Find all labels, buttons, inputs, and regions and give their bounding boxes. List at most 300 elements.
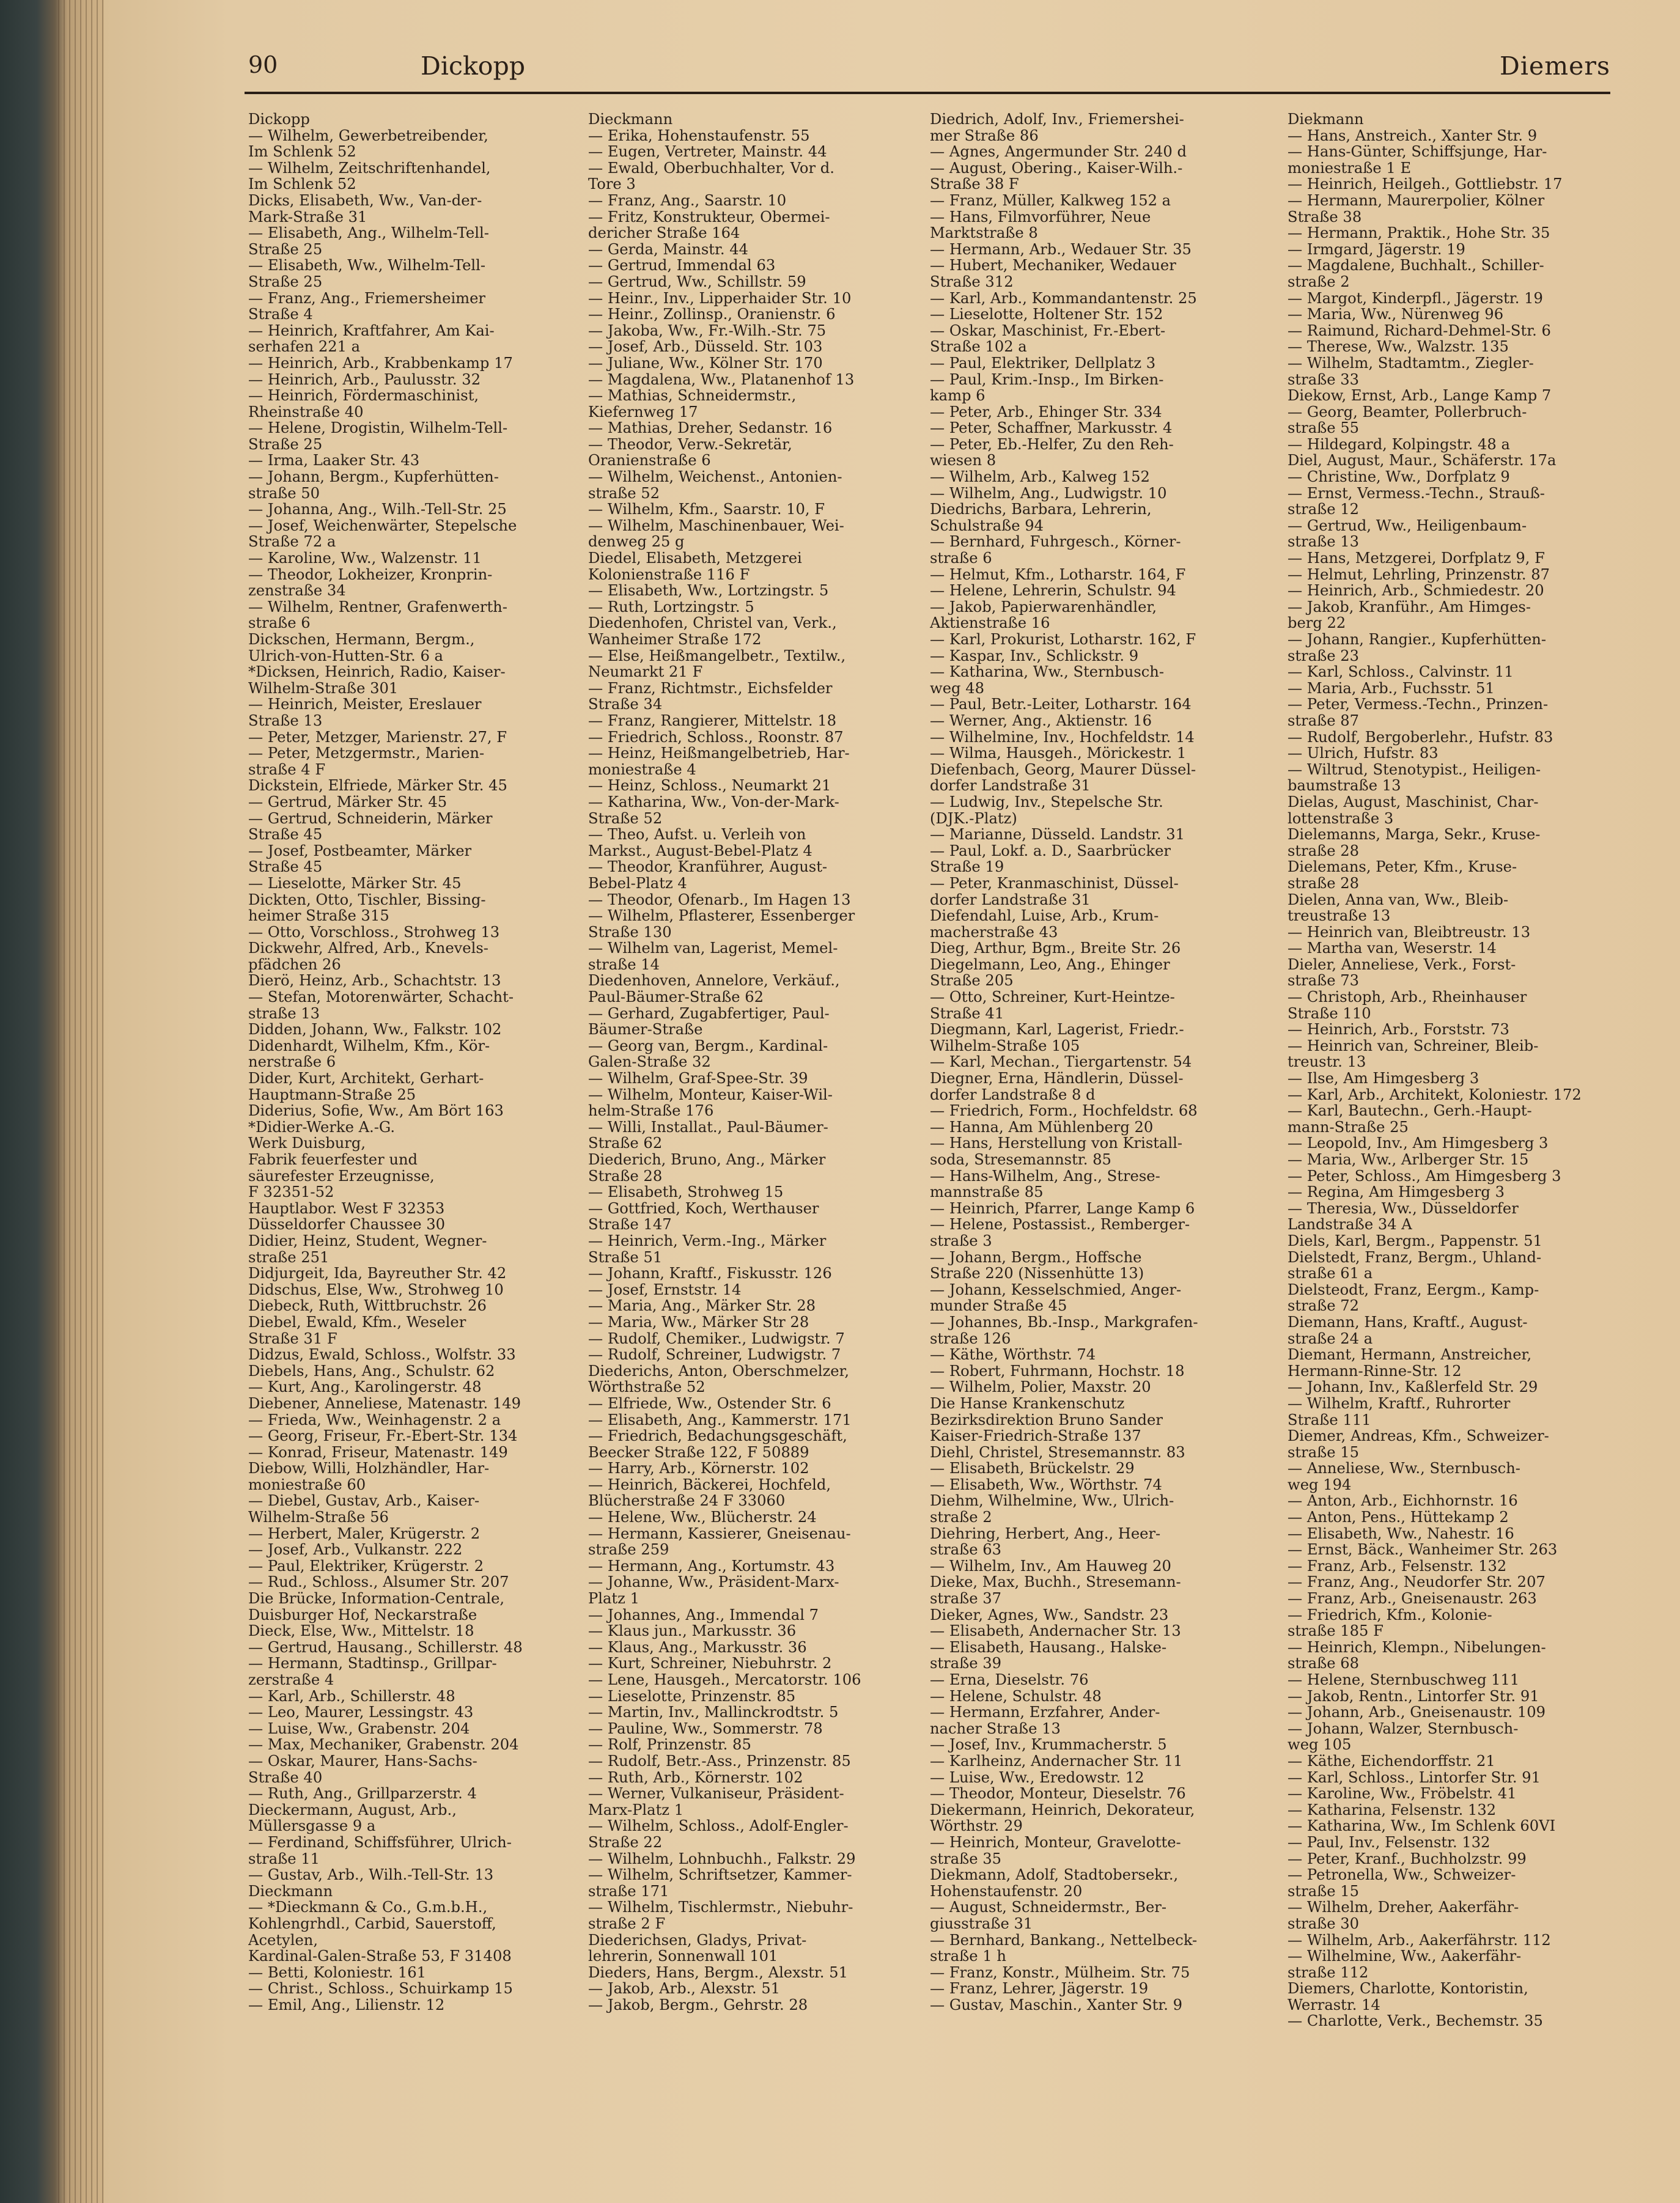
directory-line: Rheinstraße 40 <box>248 403 364 421</box>
directory-line: Dieg, Arthur, Bgm., Breite Str. 26 <box>930 940 1181 957</box>
directory-line: — Franz, Lehrer, Jägerstr. 19 <box>930 1980 1149 1998</box>
directory-line: — Franz, Arb., Gneisenaustr. 263 <box>1288 1590 1537 1608</box>
directory-line: Diebener, Anneliese, Matenastr. 149 <box>248 1394 521 1412</box>
directory-line: — Georg van, Bergm., Kardinal- <box>588 1037 828 1054</box>
directory-line: — Elisabeth, Brückelstr. 29 <box>930 1460 1135 1477</box>
directory-line: — Paul, Elektriker, Dellplatz 3 <box>930 354 1156 372</box>
directory-line: Im Schlenk 52 <box>248 175 356 193</box>
directory-line: — Karl, Prokurist, Lotharstr. 162, F <box>930 631 1196 648</box>
directory-line: — Josef, Inv., Krummacherstr. 5 <box>930 1736 1167 1754</box>
directory-line: munder Straße 45 <box>930 1297 1067 1315</box>
directory-line: — Karlheinz, Andernacher Str. 11 <box>930 1752 1183 1770</box>
directory-line: — Johanne, Ww., Präsident-Marx- <box>588 1573 839 1591</box>
directory-line: — Otto, Vorschloss., Strohweg 13 <box>248 923 500 941</box>
directory-line: Dickopp <box>248 111 310 128</box>
directory-line: macherstraße 43 <box>930 923 1058 941</box>
directory-line: — Elisabeth, Ang., Kammerstr. 171 <box>588 1411 852 1429</box>
directory-line: Platz 1 <box>588 1590 639 1608</box>
directory-line: Diehring, Herbert, Ang., Heer- <box>930 1524 1161 1542</box>
directory-line: — Heinrich, Bäckerei, Hochfeld, <box>588 1476 831 1493</box>
directory-line: straße 6 <box>930 550 992 567</box>
directory-line: — Charlotte, Verk., Bechemstr. 35 <box>1288 2012 1543 2030</box>
directory-line: — Johann, Arb., Gneisenaustr. 109 <box>1288 1704 1546 1721</box>
directory-line: Straße 205 <box>930 972 1014 990</box>
directory-line: Diemers, Charlotte, Kontoristin, <box>1288 1980 1528 1998</box>
directory-line: Straße 25 <box>248 435 323 453</box>
directory-line: — Ewald, Oberbuchhalter, Vor d. <box>588 159 834 177</box>
directory-line: — Hanna, Am Mühlenberg 20 <box>930 1118 1154 1136</box>
directory-line: — Karl, Schloss., Calvinstr. 11 <box>1288 663 1514 681</box>
directory-line: lottenstraße 3 <box>1288 809 1394 827</box>
directory-line: Beecker Straße 122, F 50889 <box>588 1443 809 1461</box>
directory-line: Diederichsen, Gladys, Privat- <box>588 1931 807 1949</box>
directory-line: — Wilhelm, Ang., Ludwigstr. 10 <box>930 484 1167 502</box>
directory-line: — Erna, Dieselstr. 76 <box>930 1671 1089 1688</box>
directory-line: — Katharina, Ww., Von-der-Mark- <box>588 793 839 811</box>
directory-line: weg 194 <box>1288 1476 1352 1493</box>
directory-line: Die Brücke, Information-Centrale, <box>248 1590 505 1608</box>
directory-line: treustr. 13 <box>1288 1053 1366 1071</box>
directory-line: — Friedrich, Form., Hochfeldstr. 68 <box>930 1102 1198 1120</box>
directory-line: straße 2 <box>1288 273 1350 290</box>
directory-line: Didden, Johann, Ww., Falkstr. 102 <box>248 1021 502 1039</box>
directory-line: — Irma, Laaker Str. 43 <box>248 452 420 469</box>
directory-line: — Oskar, Maurer, Hans-Sachs- <box>248 1752 477 1770</box>
directory-line: straße 28 <box>1288 842 1360 859</box>
directory-line: — Christ., Schloss., Schuirkamp 15 <box>248 1980 513 1998</box>
directory-line: moniestraße 1 E <box>1288 159 1412 177</box>
directory-line: pfädchen 26 <box>248 955 341 973</box>
directory-line: Dieckmann <box>248 1882 333 1900</box>
directory-line: — Werner, Vulkaniseur, Präsident- <box>588 1785 844 1803</box>
directory-line: weg 105 <box>1288 1736 1352 1754</box>
directory-line: — Ruth, Arb., Körnerstr. 102 <box>588 1768 803 1786</box>
directory-line: Diebow, Willi, Holzhändler, Har- <box>248 1460 490 1477</box>
directory-line: Diebel, Ewald, Kfm., Weseler <box>248 1313 466 1331</box>
directory-line: Straße 130 <box>588 923 672 941</box>
directory-line: baumstraße 13 <box>1288 777 1401 795</box>
directory-line: Straße 111 <box>1288 1411 1371 1429</box>
directory-line: — Rudolf, Betr.-Ass., Prinzenstr. 85 <box>588 1752 851 1770</box>
directory-line: — Wilma, Hausgeh., Mörickestr. 1 <box>930 745 1187 762</box>
directory-line: — Maria, Ww., Nürenweg 96 <box>1288 306 1504 323</box>
directory-line: — Franz, Ang., Friemersheimer <box>248 289 485 307</box>
directory-line: Wilhelm-Straße 105 <box>930 1037 1080 1054</box>
directory-line: — Eugen, Vertreter, Mainstr. 44 <box>588 143 827 161</box>
directory-line: — Helene, Schulstr. 48 <box>930 1687 1102 1705</box>
directory-line: — Peter, Schaffner, Markusstr. 4 <box>930 419 1173 437</box>
directory-line: Landstraße 34 A <box>1288 1216 1412 1234</box>
directory-line: Die Hanse Krankenschutz <box>930 1394 1125 1412</box>
directory-line: — Maria, Ang., Märker Str. 28 <box>588 1297 816 1315</box>
directory-line: — Elisabeth, Ww., Lortzingstr. 5 <box>588 582 829 600</box>
directory-line: — Gertrud, Ww., Schillstr. 59 <box>588 273 806 290</box>
directory-line: — Rudolf, Chemiker., Ludwigstr. 7 <box>588 1330 845 1347</box>
directory-line: Dickstein, Elfriede, Märker Str. 45 <box>248 777 507 795</box>
directory-line: — Karl, Arb., Schillerstr. 48 <box>248 1687 455 1705</box>
directory-line: — Heinz, Heißmangelbetrieb, Har- <box>588 745 850 762</box>
directory-line: Diedel, Elisabeth, Metzgerei <box>588 550 802 567</box>
directory-line: Diedenhofen, Christel van, Verk., <box>588 614 837 632</box>
directory-line: Neumarkt 21 F <box>588 663 703 681</box>
directory-line: — Maria, Ww., Märker Str 28 <box>588 1313 809 1331</box>
directory-line: Dickwehr, Alfred, Arb., Knevels- <box>248 940 488 957</box>
directory-line: — Christine, Ww., Dorfplatz 9 <box>1288 468 1510 486</box>
directory-line: — Elisabeth, Ww., Nahestr. 16 <box>1288 1524 1514 1542</box>
directory-line: straße 68 <box>1288 1655 1360 1672</box>
directory-line: säurefester Erzeugnisse, <box>248 1167 435 1185</box>
directory-line: straße 35 <box>930 1850 1002 1867</box>
directory-line: straße 23 <box>1288 647 1360 664</box>
directory-line: dorfer Landstraße 31 <box>930 777 1091 795</box>
directory-line: — Wilhelm, Kraftf., Ruhrorter <box>1288 1394 1511 1412</box>
directory-line: Kohlengrhdl., Carbid, Sauerstoff, <box>248 1914 496 1932</box>
directory-line: — Ludwig, Inv., Stepelsche Str. <box>930 793 1163 811</box>
directory-line: Galen-Straße 32 <box>588 1053 711 1071</box>
directory-line: straße 2 F <box>588 1914 666 1932</box>
directory-line: Didier, Heinz, Student, Wegner- <box>248 1232 487 1249</box>
directory-line: Dieler, Anneliese, Verk., Forst- <box>1288 955 1516 973</box>
directory-line: — Wilhelm, Schriftsetzer, Kammer- <box>588 1866 852 1884</box>
directory-line: Schulstraße 94 <box>930 517 1044 534</box>
directory-line: — Ulrich, Hufstr. 83 <box>1288 745 1439 762</box>
directory-line: — Anton, Arb., Eichhornstr. 16 <box>1288 1492 1518 1510</box>
directory-line: — Lieselotte, Prinzenstr. 85 <box>588 1687 796 1705</box>
directory-line: mer Straße 86 <box>930 127 1039 144</box>
directory-line: — Friedrich, Schloss., Roonstr. 87 <box>588 728 844 746</box>
directory-line: Hermann-Rinne-Str. 12 <box>1288 1362 1462 1380</box>
directory-line: Werrastr. 14 <box>1288 1996 1380 2014</box>
directory-line: — Peter, Eb.-Helfer, Zu den Reh- <box>930 435 1174 453</box>
directory-line: straße 13 <box>248 1004 320 1022</box>
directory-line: — Hans-Günter, Schiffsjunge, Har- <box>1288 143 1547 161</box>
directory-line: — Paul, Krim.-Insp., Im Birken- <box>930 370 1164 388</box>
directory-line: — Helene, Sternbuschweg 111 <box>1288 1671 1520 1688</box>
directory-line: — Peter, Kranmaschinist, Düssel- <box>930 874 1179 892</box>
directory-line: — Jakob, Rentn., Lintorfer Str. 91 <box>1288 1687 1539 1705</box>
directory-line: straße 24 a <box>1288 1330 1373 1347</box>
page-number: 90 <box>248 51 278 78</box>
directory-line: — Emil, Ang., Lilienstr. 12 <box>248 1996 445 2014</box>
directory-line: — Josef, Arb., Vulkanstr. 222 <box>248 1541 463 1559</box>
directory-line: straße 37 <box>930 1590 1002 1608</box>
directory-line: straße 126 <box>930 1330 1011 1347</box>
column-4 <box>1288 111 1630 2190</box>
directory-line: *Didier-Werke A.-G. <box>248 1118 396 1136</box>
directory-line: Dider, Kurt, Architekt, Gerhart- <box>248 1070 484 1087</box>
directory-line: — Maria, Arb., Fuchsstr. 51 <box>1288 679 1495 697</box>
directory-line: — Rud., Schloss., Alsumer Str. 207 <box>248 1573 509 1591</box>
directory-line: — Hans, Metzgerei, Dorfplatz 9, F <box>1288 550 1545 567</box>
directory-line: Bezirksdirektion Bruno Sander <box>930 1411 1163 1429</box>
directory-line: Didschus, Else, Ww., Strohweg 10 <box>248 1281 504 1298</box>
directory-line: — Gustav, Maschin., Xanter Str. 9 <box>930 1996 1183 2014</box>
directory-line: Dieders, Hans, Bergm., Alexstr. 51 <box>588 1963 848 1981</box>
directory-line: Dielemanns, Marga, Sekr., Kruse- <box>1288 826 1541 844</box>
directory-line: Kolonienstraße 116 F <box>588 565 750 583</box>
directory-line: — Friedrich, Kfm., Kolonie- <box>1288 1606 1492 1624</box>
directory-line: — Wilhelm, Tischlermstr., Niebuhr- <box>588 1899 853 1916</box>
directory-line: — Rolf, Prinzenstr. 85 <box>588 1736 751 1754</box>
directory-line: — Josef, Ernststr. 14 <box>588 1281 742 1298</box>
directory-line: — Helmut, Lehrling, Prinzenstr. 87 <box>1288 565 1550 583</box>
directory-line: Diel, August, Maur., Schäferstr. 17a <box>1288 452 1557 469</box>
directory-line: — Margot, Kinderpfl., Jägerstr. 19 <box>1288 289 1543 307</box>
directory-line: Straße 19 <box>930 858 1004 876</box>
directory-line: Straße 38 <box>1288 208 1362 226</box>
directory-line: — Peter, Metzgermstr., Marien- <box>248 745 485 762</box>
directory-line: Kiefernweg 17 <box>588 403 698 421</box>
directory-line: — Peter, Vermess.-Techn., Prinzen- <box>1288 696 1549 713</box>
directory-line: — Jakoba, Ww., Fr.-Wilh.-Str. 75 <box>588 322 827 339</box>
directory-line: — Johann, Kraftf., Fiskusstr. 126 <box>588 1265 832 1282</box>
directory-line: Hauptmann-Straße 25 <box>248 1086 416 1103</box>
directory-line: — Elisabeth, Ww., Wörthstr. 74 <box>930 1476 1162 1493</box>
directory-line: — Martha van, Weserstr. 14 <box>1288 940 1497 957</box>
directory-line: berg 22 <box>1288 614 1346 632</box>
directory-line: — Heinrich, Fördermaschinist, <box>248 387 479 405</box>
directory-line: — Hermann, Arb., Wedauer Str. 35 <box>930 240 1192 258</box>
directory-line: serhafen 221 a <box>248 338 361 356</box>
directory-line: denweg 25 g <box>588 533 685 551</box>
directory-line: — Wilhelmine, Ww., Aakerfähr- <box>1288 1947 1522 1965</box>
header-rule <box>245 92 1610 94</box>
directory-line: F 32351-52 <box>248 1183 334 1201</box>
directory-line: — Karoline, Ww., Walzenstr. 11 <box>248 550 482 567</box>
directory-line: — Johanna, Ang., Wilh.-Tell-Str. 25 <box>248 501 507 518</box>
directory-line: Straße 25 <box>248 240 323 258</box>
directory-line: — Katharina, Felsenstr. 132 <box>1288 1801 1497 1819</box>
directory-line: — Leo, Maurer, Lessingstr. 43 <box>248 1704 474 1721</box>
directory-line: — Theodor, Lokheizer, Kronprin- <box>248 565 493 583</box>
directory-line: weg 48 <box>930 679 984 697</box>
directory-line: — Ferdinand, Schiffsführer, Ulrich- <box>248 1833 512 1851</box>
directory-line: — Luise, Ww., Eredowstr. 12 <box>930 1768 1144 1786</box>
directory-line: — Jakob, Papierwarenhändler, <box>930 598 1157 616</box>
directory-line: — Heinrich van, Bleibtreustr. 13 <box>1288 923 1531 941</box>
directory-line: — Wilhelm, Weichenst., Antonien- <box>588 468 842 486</box>
directory-line: — Bernhard, Bankang., Nettelbeck- <box>930 1931 1198 1949</box>
directory-line: — Johann, Kesselschmied, Anger- <box>930 1281 1182 1298</box>
directory-line: — Robert, Fuhrmann, Hochstr. 18 <box>930 1362 1185 1380</box>
directory-line: straße 171 <box>588 1882 669 1900</box>
directory-line: Werk Duisburg, <box>248 1135 366 1152</box>
directory-line: — Johann, Bergm., Kupferhütten- <box>248 468 499 486</box>
directory-line: — Wilhelm, Monteur, Kaiser-Wil- <box>588 1086 833 1103</box>
directory-line: — Marianne, Düsseld. Landstr. 31 <box>930 826 1185 844</box>
directory-line: Dielsteodt, Franz, Eergm., Kamp- <box>1288 1281 1539 1298</box>
directory-line: — Hermann, Kassierer, Gneisenau- <box>588 1524 851 1542</box>
directory-line: — Hans, Filmvorführer, Neue <box>930 208 1151 226</box>
directory-line: — Jakob, Bergm., Gehrstr. 28 <box>588 1996 808 2014</box>
directory-line: Dielen, Anna van, Ww., Bleib- <box>1288 891 1509 908</box>
directory-line: — Heinr., Zollinsp., Oranienstr. 6 <box>588 306 836 323</box>
directory-line: — Regina, Am Himgesberg 3 <box>1288 1183 1505 1201</box>
directory-line: — Maria, Ww., Arlberger Str. 15 <box>1288 1151 1529 1168</box>
directory-line: — Heinrich, Monteur, Gravelotte- <box>930 1833 1181 1851</box>
directory-line: Diekow, Ernst, Arb., Lange Kamp 7 <box>1288 387 1552 405</box>
directory-line: Diedrich, Adolf, Inv., Friemershei- <box>930 111 1184 128</box>
directory-line: — Karl, Arb., Architekt, Koloniestr. 172 <box>1288 1086 1582 1103</box>
directory-line: Wilhelm-Straße 301 <box>248 679 399 697</box>
directory-line: Diefenbach, Georg, Maurer Düssel- <box>930 760 1196 778</box>
directory-line: nacher Straße 13 <box>930 1719 1061 1737</box>
directory-line: Diedenhoven, Annelore, Verkäuf., <box>588 972 840 990</box>
directory-line: straße 13 <box>1288 533 1360 551</box>
directory-line: — Kurt, Schreiner, Niebuhrstr. 2 <box>588 1655 832 1672</box>
directory-line: Dieckermann, August, Arb., <box>248 1801 457 1819</box>
directory-line: — Kaspar, Inv., Schlickstr. 9 <box>930 647 1139 664</box>
directory-line: Hohenstaufenstr. 20 <box>930 1882 1083 1900</box>
directory-line: — Elisabeth, Andernacher Str. 13 <box>930 1622 1181 1640</box>
directory-line: — Peter, Schloss., Am Himgesberg 3 <box>1288 1167 1561 1185</box>
directory-line: zerstraße 4 <box>248 1671 334 1688</box>
directory-line: Diegner, Erna, Händlerin, Düssel- <box>930 1070 1184 1087</box>
column-1 <box>248 111 591 2190</box>
directory-line: Straße 31 F <box>248 1330 337 1347</box>
directory-line: straße 50 <box>248 484 320 502</box>
directory-line: — Theodor, Ofenarb., Im Hagen 13 <box>588 891 851 908</box>
directory-line: heimer Straße 315 <box>248 907 389 925</box>
directory-line: Tore 3 <box>588 175 636 193</box>
directory-line: Wanheimer Straße 172 <box>588 631 762 648</box>
directory-line: — Georg, Friseur, Fr.-Ebert-Str. 134 <box>248 1427 518 1445</box>
directory-line: Straße 102 a <box>930 338 1027 356</box>
directory-line: — Willi, Installat., Paul-Bäumer- <box>588 1118 828 1136</box>
directory-line: Dierö, Heinz, Arb., Schachtstr. 13 <box>248 972 501 990</box>
directory-line: — Oskar, Maschinist, Fr.-Ebert- <box>930 322 1166 339</box>
directory-line: — Peter, Kranf., Buchholzstr. 99 <box>1288 1850 1527 1867</box>
directory-line: straße 6 <box>248 614 311 632</box>
directory-line: — Juliane, Ww., Kölner Str. 170 <box>588 354 823 372</box>
directory-line: straße 73 <box>1288 972 1360 990</box>
directory-line: — Gertrud, Ww., Heiligenbaum- <box>1288 517 1527 534</box>
directory-line: Dicks, Elisabeth, Ww., Van-der- <box>248 191 482 209</box>
directory-line: — Ernst, Bäck., Wanheimer Str. 263 <box>1288 1541 1558 1559</box>
directory-line: Straße 34 <box>588 696 663 713</box>
directory-line: — Heinrich, Arb., Schmiedestr. 20 <box>1288 582 1544 600</box>
directory-line: — Heinr., Inv., Lipperhaider Str. 10 <box>588 289 852 307</box>
directory-line: Diederichs, Anton, Oberschmelzer, <box>588 1362 850 1380</box>
directory-line: Dickschen, Hermann, Bergm., <box>248 631 475 648</box>
directory-line: Straße 51 <box>588 1248 663 1266</box>
directory-line: — Jakob, Kranführ., Am Himges- <box>1288 598 1531 616</box>
directory-line: Dielas, August, Maschinist, Char- <box>1288 793 1539 811</box>
directory-line: — Therese, Ww., Walzstr. 135 <box>1288 338 1509 356</box>
directory-line: — Franz, Ang., Neudorfer Str. 207 <box>1288 1573 1546 1591</box>
directory-line: moniestraße 60 <box>248 1476 366 1493</box>
directory-line: — Luise, Ww., Grabenstr. 204 <box>248 1719 470 1737</box>
directory-line: — Georg, Beamter, Pollerbruch- <box>1288 403 1527 421</box>
directory-line: Bäumer-Straße <box>588 1021 703 1039</box>
directory-line: Diemant, Hermann, Anstreicher, <box>1288 1346 1532 1364</box>
directory-line: Straße 45 <box>248 826 323 844</box>
directory-line: — Elisabeth, Hausang., Halske- <box>930 1638 1167 1656</box>
directory-line: — Karl, Bautechn., Gerh.-Haupt- <box>1288 1102 1532 1120</box>
directory-line: — Martin, Inv., Mallinckrodtstr. 5 <box>588 1704 839 1721</box>
directory-line: Diehl, Christel, Stresemannstr. 83 <box>930 1443 1185 1461</box>
directory-line: — Elfriede, Ww., Ostender Str. 6 <box>588 1394 831 1412</box>
directory-line: — Anton, Pens., Hüttekamp 2 <box>1288 1509 1509 1526</box>
directory-line: — Otto, Schreiner, Kurt-Heintze- <box>930 988 1175 1006</box>
directory-line: straße 30 <box>1288 1914 1360 1932</box>
directory-line: — Mathias, Dreher, Sedanstr. 16 <box>588 419 833 437</box>
directory-line: kamp 6 <box>930 387 986 405</box>
directory-line: — Heinrich, Heilgeh., Gottliebstr. 17 <box>1288 175 1563 193</box>
directory-line: Straße 52 <box>588 809 663 827</box>
directory-line: Straße 25 <box>248 273 323 290</box>
directory-line: — Gustav, Arb., Wilh.-Tell-Str. 13 <box>248 1866 494 1884</box>
directory-line: — Johann, Bergm., Hoffsche <box>930 1248 1142 1266</box>
directory-line: treustraße 13 <box>1288 907 1391 925</box>
directory-line: — Ruth, Lortzingstr. 5 <box>588 598 754 616</box>
directory-line: — Erika, Hohenstaufenstr. 55 <box>588 127 810 144</box>
directory-line: Straße 28 <box>588 1167 663 1185</box>
directory-line: Marktstraße 8 <box>930 224 1038 242</box>
directory-line: moniestraße 4 <box>588 760 696 778</box>
directory-line: Mark-Straße 31 <box>248 208 367 226</box>
directory-line: straße 72 <box>1288 1297 1360 1315</box>
directory-line: Diefendahl, Luise, Arb., Krum- <box>930 907 1159 925</box>
directory-line: — Stefan, Motorenwärter, Schacht- <box>248 988 514 1006</box>
directory-line: Didzus, Ewald, Schloss., Wolfstr. 33 <box>248 1346 516 1364</box>
directory-line: Straße 45 <box>248 858 323 876</box>
directory-line: — Helene, Lehrerin, Schulstr. 94 <box>930 582 1176 600</box>
directory-line: Wörthstraße 52 <box>588 1378 706 1396</box>
directory-line: — Theodor, Kranführer, August- <box>588 858 828 876</box>
directory-line: Hauptlabor. West F 32353 <box>248 1199 445 1217</box>
directory-line: — Wilhelm, Lohnbuchh., Falkstr. 29 <box>588 1850 856 1867</box>
directory-line: — Franz, Richtmstr., Eichsfelder <box>588 679 833 697</box>
directory-line: — Gertrud, Schneiderin, Märker <box>248 809 493 827</box>
directory-line: — Magdalena, Ww., Platanenhof 13 <box>588 370 855 388</box>
directory-line: — Paul, Inv., Felsenstr. 132 <box>1288 1833 1490 1851</box>
directory-line: — Johannes, Ang., Immendal 7 <box>588 1606 819 1624</box>
directory-line: — Heinrich, Meister, Ereslauer <box>248 696 482 713</box>
directory-line: — Helene, Drogistin, Wilhelm-Tell- <box>248 419 508 437</box>
directory-line: Straße 312 <box>930 273 1014 290</box>
directory-line: — Heinrich, Arb., Forststr. 73 <box>1288 1021 1509 1039</box>
directory-line: — Paul, Elektriker, Krügerstr. 2 <box>248 1557 484 1575</box>
directory-line: — Peter, Metzger, Marienstr. 27, F <box>248 728 507 746</box>
directory-line: — August, Schneidermstr., Ber- <box>930 1899 1167 1916</box>
directory-line: — Paul, Betr.-Leiter, Lotharstr. 164 <box>930 696 1192 713</box>
directory-line: — Wilhelm, Graf-Spee-Str. 39 <box>588 1070 808 1087</box>
directory-line: straße 87 <box>1288 712 1360 729</box>
directory-line: — Betti, Koloniestr. 161 <box>248 1963 427 1981</box>
directory-line: Diekmann, Adolf, Stadtobersekr., <box>930 1866 1179 1884</box>
directory-line: — Diebel, Gustav, Arb., Kaiser- <box>248 1492 480 1510</box>
directory-line: giusstraße 31 <box>930 1914 1033 1932</box>
running-head-right: Diemers <box>1499 51 1610 81</box>
directory-line: — Peter, Arb., Ehinger Str. 334 <box>930 403 1162 421</box>
directory-line: — Anneliese, Ww., Sternbusch- <box>1288 1460 1520 1477</box>
directory-line: — Gertrud, Immendal 63 <box>588 257 776 274</box>
directory-line: — Lieselotte, Holtener Str. 152 <box>930 306 1163 323</box>
directory-line: zenstraße 34 <box>248 582 346 600</box>
running-head-left: Dickopp <box>421 51 525 81</box>
directory-line: — Ruth, Ang., Grillparzerstr. 4 <box>248 1785 477 1803</box>
directory-line: Paul-Bäumer-Straße 62 <box>588 988 764 1006</box>
directory-line: Fabrik feuerfester und <box>248 1151 418 1168</box>
directory-line: Diebeck, Ruth, Wittbruchstr. 26 <box>248 1297 487 1315</box>
directory-line: Straße 40 <box>248 1768 323 1786</box>
directory-line: dorfer Landstraße 31 <box>930 891 1091 908</box>
directory-line: — Max, Mechaniker, Grabenstr. 204 <box>248 1736 519 1754</box>
directory-line: straße 15 <box>1288 1443 1360 1461</box>
directory-line: dericher Straße 164 <box>588 224 740 242</box>
directory-line: — Fritz, Konstrukteur, Obermei- <box>588 208 830 226</box>
